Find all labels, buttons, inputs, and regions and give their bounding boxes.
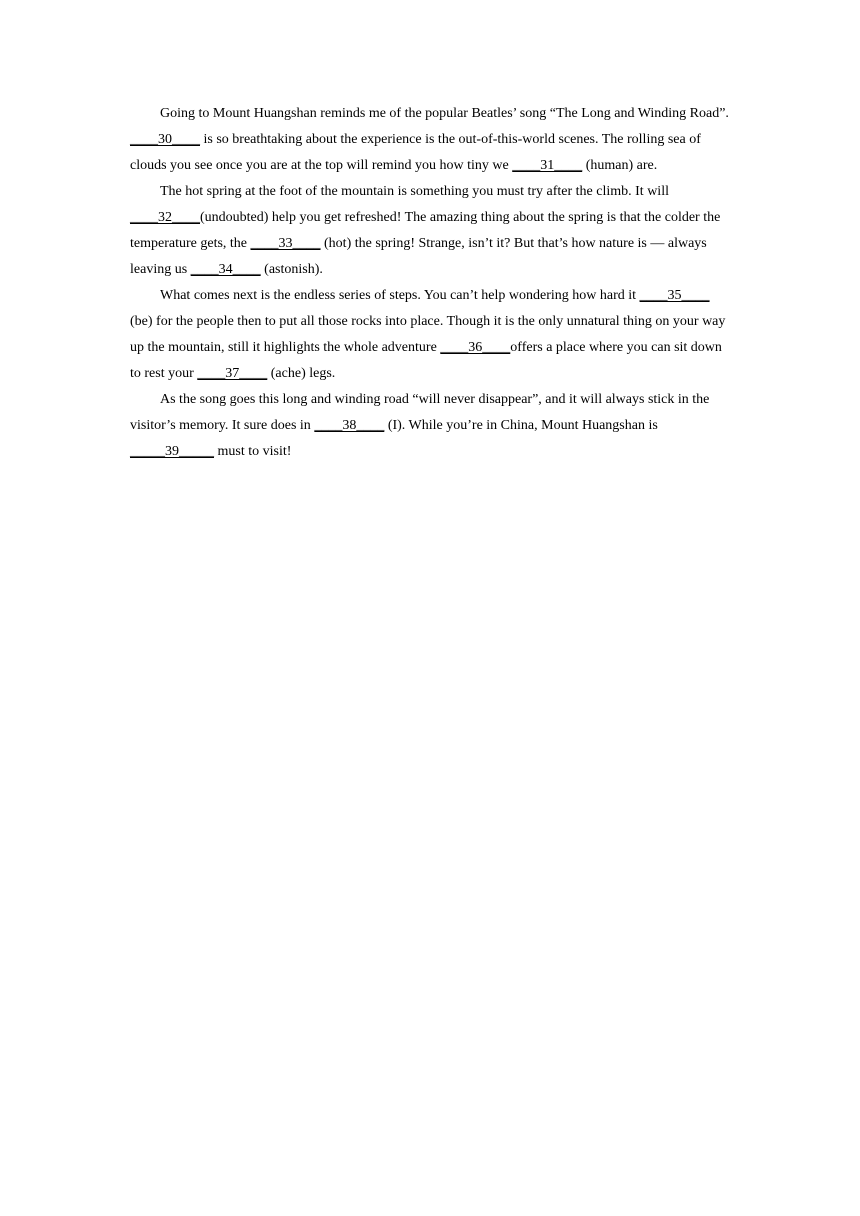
passage — [130, 101, 730, 465]
text-segment: (undoubted) help you get refreshed! The amazing thing about the spring is that the colder the temperature gets, the — [130, 210, 721, 251]
text-segment: must to visit! — [214, 444, 292, 459]
text-segment: (be) for the people then to put all those rocks into place. Though it is the only unnatural thing on your way up the mountain, still it highlights the whole adventure — [130, 314, 726, 355]
text-segment: (I). While you’re in China, Mount Huangshan is — [384, 418, 658, 433]
blank-33: ____33____ — [250, 236, 321, 251]
text-segment: Going to Mount Huangshan reminds me of the popular Beatles’ song “The Long and Winding Road”. — [160, 106, 729, 121]
blank-34: ____34____ — [190, 262, 261, 277]
blank-32: ____32____ — [130, 210, 200, 225]
blank-31: ____31____ — [512, 158, 583, 173]
text-segment: (ache) legs. — [267, 366, 336, 381]
text-segment: What comes next is the endless series of steps. You can’t help wondering how hard it — [160, 288, 640, 303]
paragraph-3 — [130, 283, 730, 387]
blank-35: ____35____ — [639, 288, 710, 303]
paragraph-4 — [130, 387, 730, 465]
text-segment: The hot spring at the foot of the mountain is something you must try after the climb. It will — [160, 184, 669, 199]
blank-39: _____39_____ — [130, 444, 214, 459]
blank-37: ____37____ — [197, 366, 268, 381]
paragraph-1 — [130, 101, 730, 179]
blank-38: ____38____ — [314, 418, 385, 433]
blank-36: ____36____ — [440, 340, 511, 355]
paragraph-2 — [130, 179, 730, 283]
text-segment: (human) are. — [582, 158, 658, 173]
text-segment: As the song goes this long and winding road “will never disappear”, and it will always stick in the visitor’s memory. It sure does in — [130, 392, 710, 433]
text-segment: offers a place where you can sit down to rest your — [130, 340, 722, 381]
text-segment: is so breathtaking about the experience is the out-of-this-world scenes. The rolling sea of clouds you see once you are at the top will remind you how tiny we — [130, 132, 701, 173]
text-segment: (hot) the spring! Strange, isn’t it? But that’s how nature is — always leaving us — [130, 236, 707, 277]
text-segment: (astonish). — [260, 262, 323, 277]
blank-30: ____30____ — [130, 132, 200, 147]
